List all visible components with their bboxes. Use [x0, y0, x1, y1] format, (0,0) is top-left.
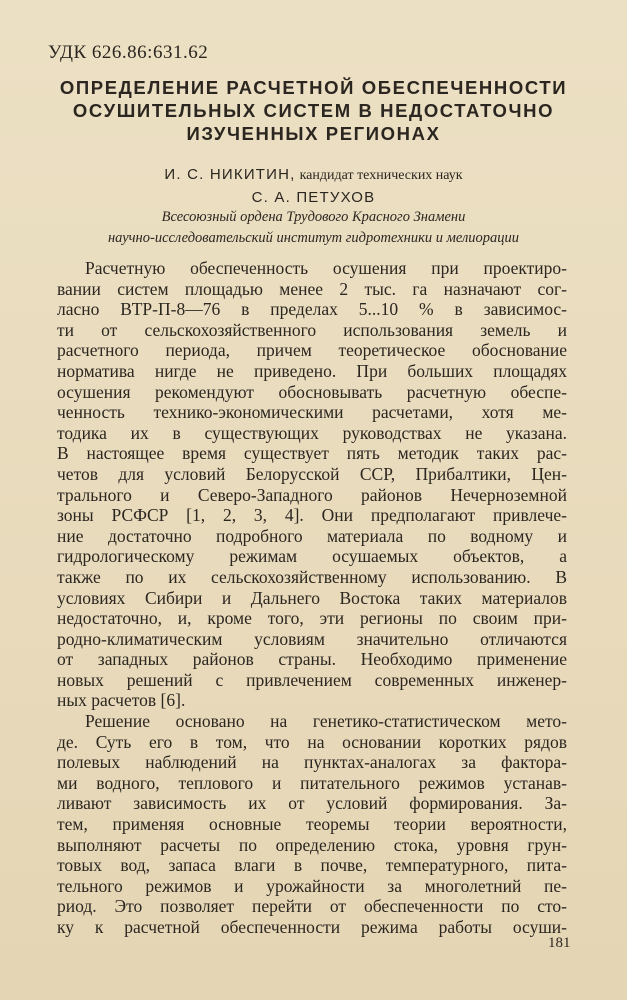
body-line: родно-климатическим условиям значительно отличаются — [57, 628, 567, 649]
body-line: товых вод, запаса влаги в почве, температурного, пита- — [57, 855, 567, 876]
body-line: ние достаточно подробного материала по водному и — [57, 525, 567, 546]
body-line: условиях Сибири и Дальнего Востока таких материалов — [57, 587, 567, 608]
institution-line: Всесоюзный ордена Трудового Красного Знамени — [161, 209, 466, 225]
body-line: ласно ВТР-П-8—76 в пределах 5...10 % в зависимос- — [57, 299, 567, 320]
body-line: риод. Это позволяет перейти от обеспеченности по сто- — [57, 896, 567, 917]
title-line: ОПРЕДЕЛЕНИЕ РАСЧЕТНОЙ ОБЕСПЕЧЕННОСТИ — [59, 77, 568, 98]
body-line: Расчетную обеспеченность осушения при проектиро- — [85, 258, 567, 278]
udk-code: УДК 626.86:631.62 — [48, 42, 209, 63]
author-degree: кандидат технических наук — [299, 168, 463, 183]
authors — [40, 164, 587, 209]
body-line: ми водного, теплового и питательного режимов устанав- — [57, 772, 567, 793]
body-line: также по их сельскохозяйственному использованию. В — [57, 566, 567, 587]
body-line: ченность технико-экономическими расчетами, хотя ме- — [57, 402, 567, 423]
article-body — [57, 258, 567, 938]
body-line: недостаточно, и, кроме того, эти регионы по своим при- — [57, 608, 567, 629]
body-line: тельного режимов и урожайности за многолетний пе- — [57, 875, 567, 896]
institution-line: научно-исследовательский институт гидротехники и мелиорации — [107, 230, 520, 246]
body-line: гидрологическому режимам осушаемых объектов, а — [57, 546, 567, 567]
author-line — [40, 164, 587, 187]
body-line: В настоящее время существует пять методик таких рас- — [57, 443, 567, 464]
body-line: трального и Северо-Западного районов Нечерноземной — [57, 484, 567, 505]
body-line: полевых наблюдений на пунктах-аналогах за фактора- — [57, 752, 567, 773]
body-line: ливают зависимость их от условий формирования. За- — [57, 793, 567, 814]
body-line: четов для условий Белорусской ССР, Прибалтики, Цен- — [57, 463, 567, 484]
body-line: расчетного периода, причем теоретическое обоснование — [57, 340, 567, 361]
body-line: ку к расчетной обеспеченности режима работы осуши- — [57, 917, 567, 937]
page-number: 181 — [548, 935, 571, 951]
body-line: вании систем площадью менее 2 тыс. га назначают сог- — [57, 278, 567, 299]
body-line: тодика их в существующих руководствах не указана. — [57, 422, 567, 443]
institution — [40, 207, 587, 249]
body-line: де. Суть его в том, что на основании коротких рядов — [57, 731, 567, 752]
article-title — [40, 76, 587, 145]
body-line: новых решений с привлечением современных инженер- — [57, 669, 567, 690]
body-line: Решение основано на генетико-статистическом мето- — [85, 711, 567, 732]
author-name: С. А. ПЕТУХОВ — [251, 189, 376, 206]
body-line: осушения рекомендуют обосновывать расчетную обеспе- — [57, 381, 567, 402]
body-line: зоны РСФСР [1, 2, 3, 4]. Они предполагают привлече- — [57, 505, 567, 526]
title-line: ИЗУЧЕННЫХ РЕГИОНАХ — [186, 123, 441, 144]
body-line: тем, применяя основные теоремы теории вероятности, — [57, 814, 567, 835]
author-name: И. С. НИКИТИН, — [164, 166, 296, 183]
body-line: выполняют расчеты по определению стока, уровня грун- — [57, 834, 567, 855]
title-line: ОСУШИТЕЛЬНЫХ СИСТЕМ В НЕДОСТАТОЧНО — [72, 100, 555, 121]
body-line: от западных районов страны. Необходимо применение — [57, 649, 567, 670]
body-line: ти от сельскохозяйственного использования земель и — [57, 319, 567, 340]
body-line: ных расчетов [6]. — [57, 690, 186, 711]
body-line: норматива нигде не приведено. При больших площадях — [57, 360, 567, 381]
author-line — [40, 187, 587, 209]
